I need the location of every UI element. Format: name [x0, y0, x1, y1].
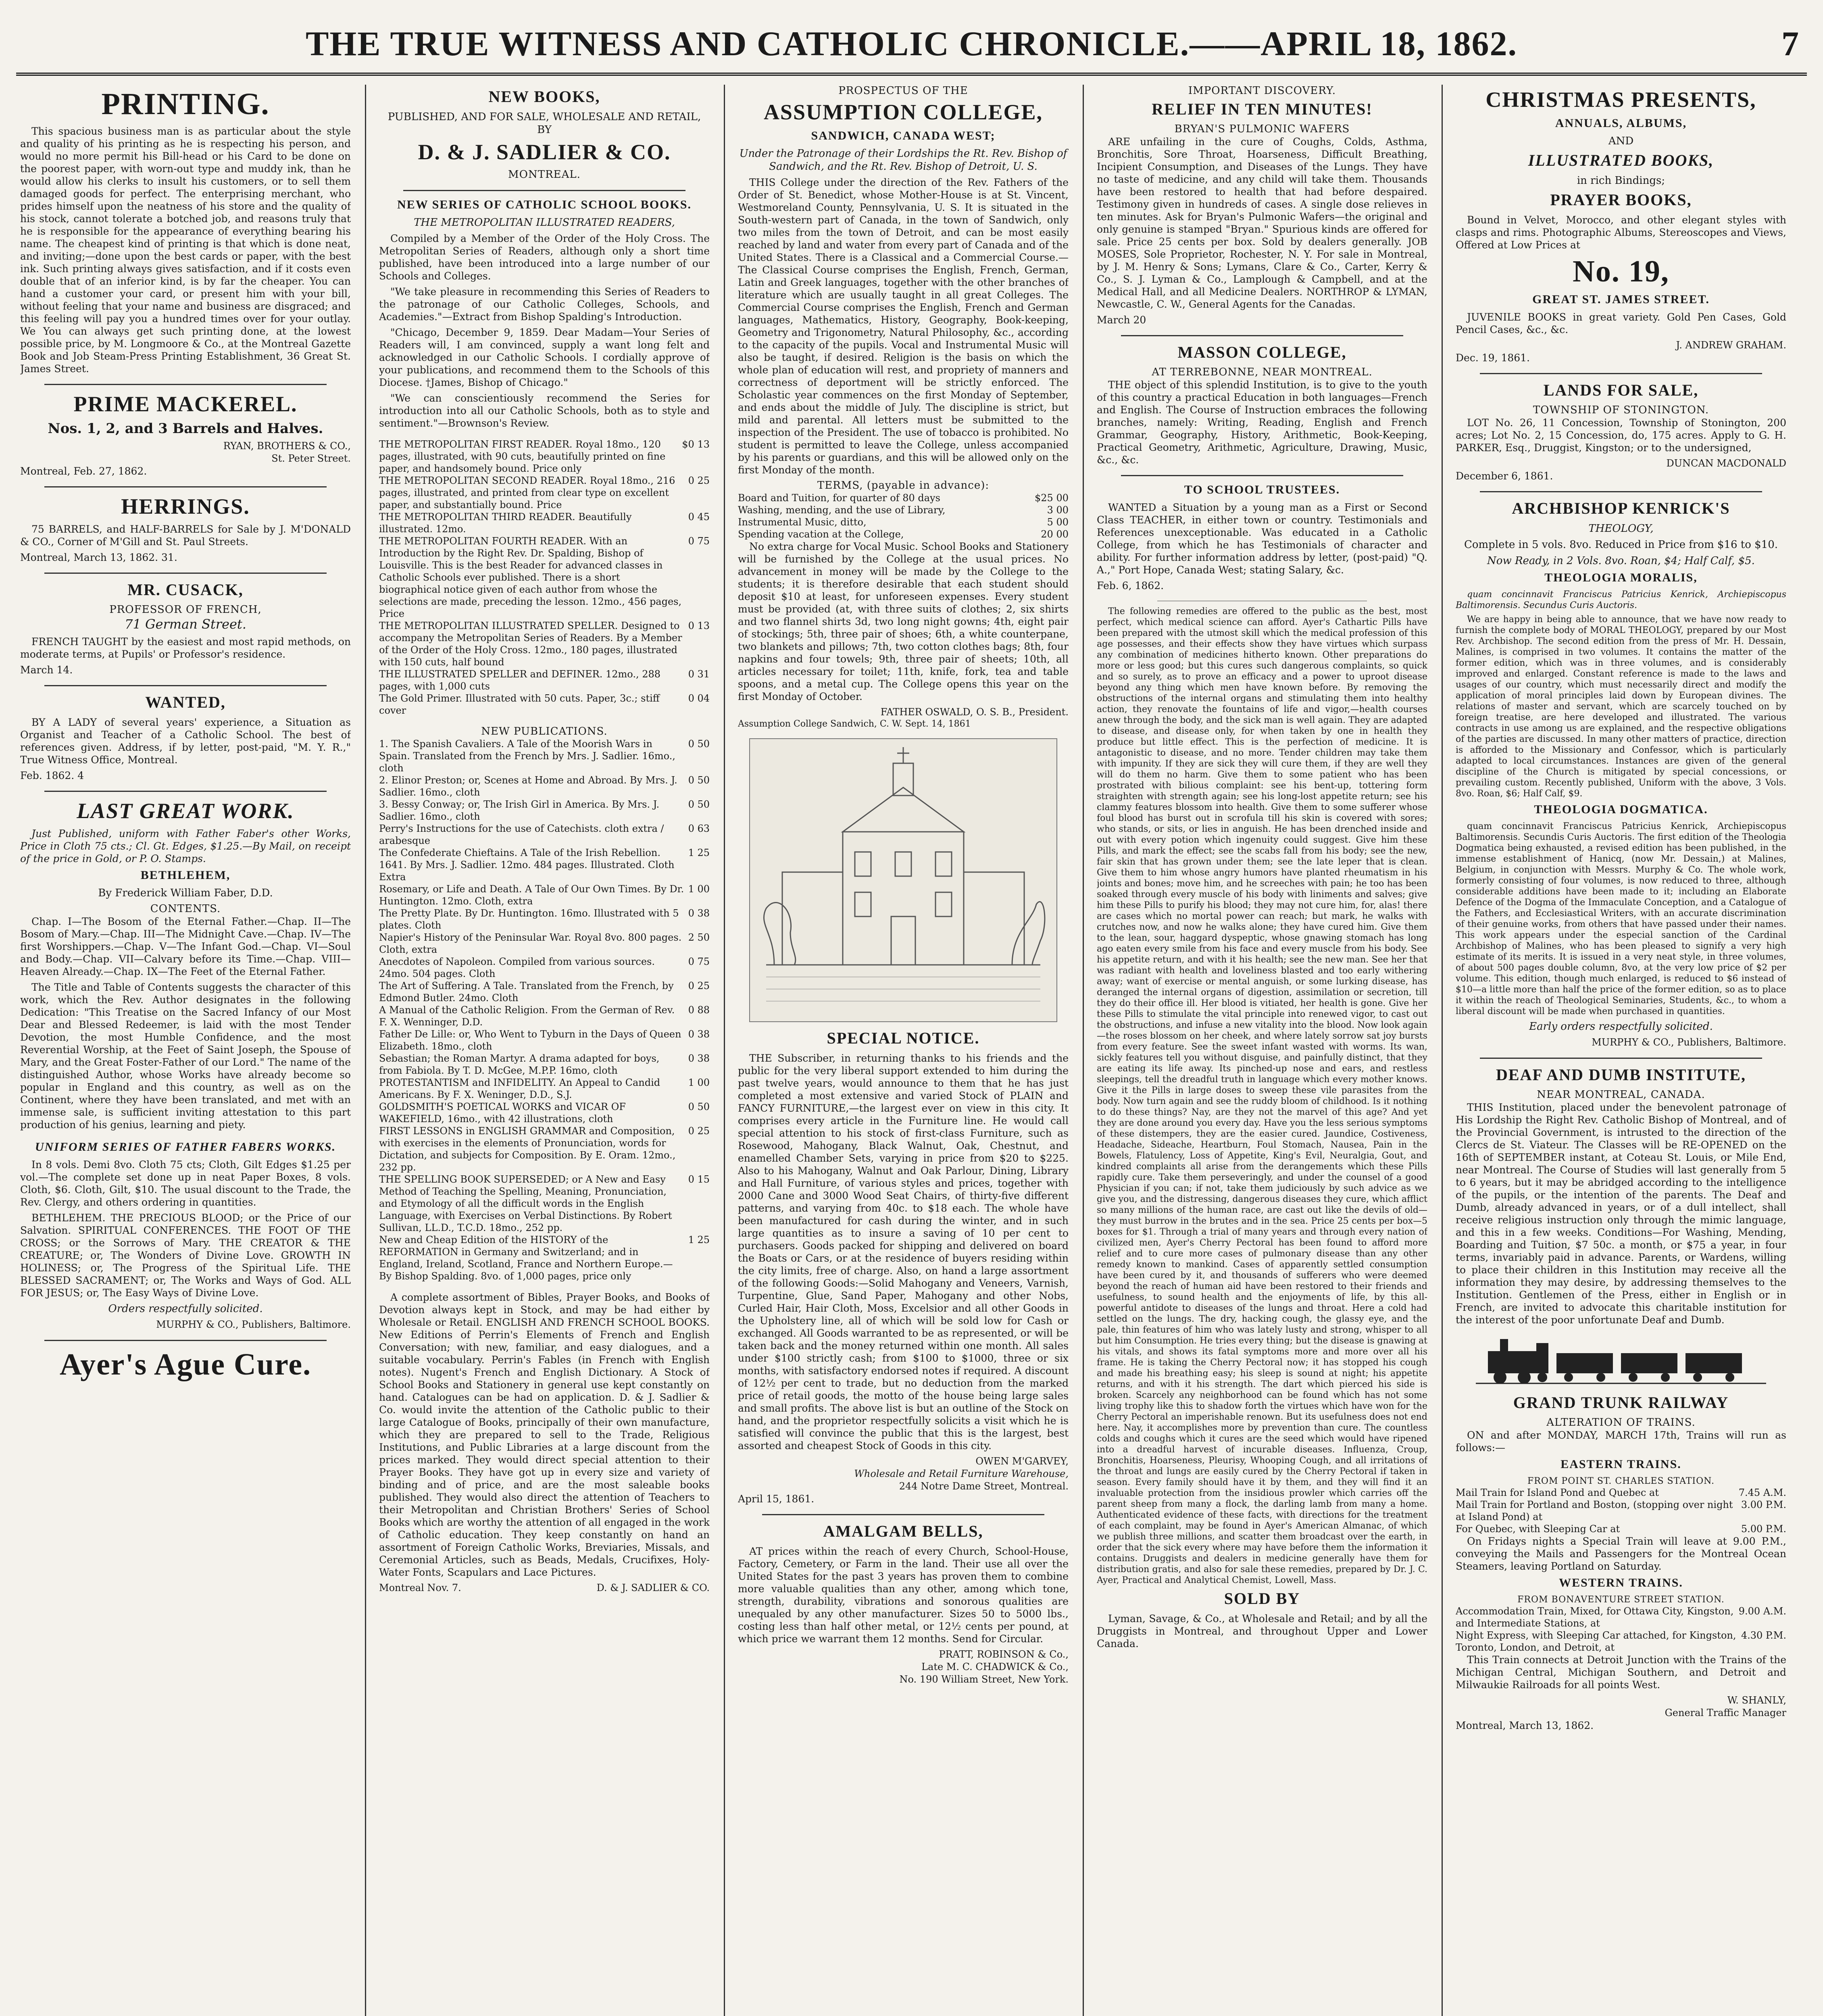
discovery-date: March 20 [1097, 314, 1146, 326]
railway-signature: W. SHANLY, [1727, 1695, 1786, 1706]
divider [44, 685, 327, 686]
page-number: 7 [1781, 24, 1799, 63]
column-2 [379, 85, 710, 2016]
column-3 [738, 85, 1069, 2016]
table-row: For Quebec, with Sleeping Car at 5.00 P.M. [1456, 1523, 1786, 1535]
table-row: Night Express, with Sleeping Car attached, for Kingston, Toronto, London, and Detroit, at 4.30 P.M. [1456, 1630, 1786, 1653]
college-footer: Assumption College Sandwich, C. W. Sept. 14, 1861 [738, 719, 971, 729]
assumption-college-ad [738, 85, 1069, 729]
railway-role: General Traffic Manager [1665, 1707, 1786, 1718]
sadlier-signature-line [379, 1582, 710, 1594]
lands-for-sale-ad [1456, 381, 1786, 482]
mackerel-heading: PRIME MACKEREL. [73, 392, 298, 416]
christmas-and: AND [1608, 135, 1634, 147]
divider [44, 573, 327, 574]
list-item: New and Cheap Edition of the HISTORY of the REFORMATION in Germany and Switzerland; and in England, Ireland, Scotland, France and Northern Europe.—By Bishop Spalding. 8vo. of 1,000 pages, price only 1 25 [379, 1234, 710, 1282]
list-item: Napier's History of the Peninsular War. Royal 8vo. 800 pages. Cloth, extra 2 50 [379, 932, 710, 955]
uniform-series-closing: Orders respectfully solicited. [108, 1303, 263, 1315]
kenrick-heading: ARCHBISHOP KENRICK'S [1512, 499, 1730, 517]
christmas-signature: J. ANDREW GRAHAM. [1676, 339, 1786, 351]
table-row: Board and Tuition, for quarter of 80 days $25 00 [738, 492, 1069, 504]
list-item: A Manual of the Catholic Religion. From the German of Rev. F. X. Wenninger, D.D. 0 88 [379, 1004, 710, 1028]
cusack-ad [20, 580, 351, 676]
divider [44, 384, 327, 385]
college-patronage: Under the Patronage of their Lordships the Rt. Rev. Bishop of Sandwich, and the Rt. Rev. Bishop of Detroit, U. S. [739, 148, 1067, 173]
table-row: Spending vacation at the College, 20 00 [738, 529, 1069, 540]
list-item: The Pretty Plate. By Dr. Huntington. 16mo. Illustrated with 5 plates. Cloth 0 38 [379, 908, 710, 931]
cusack-role: PROFESSOR OF FRENCH, [109, 604, 262, 616]
list-item: Perry's Instructions for the use of Catechists. cloth extra / arabesque 0 63 [379, 823, 710, 846]
pulmonic-wafers-ad [1097, 85, 1427, 326]
publisher-city: MONTREAL. [508, 169, 581, 181]
new-books-sub: PUBLISHED, AND FOR SALE, WHOLESALE AND RETAIL, BY [388, 111, 701, 136]
prayer-books-heading: PRAYER BOOKS, [1550, 191, 1692, 209]
divider [1480, 491, 1762, 492]
masson-body: THE object of this splendid Institution, is to give to the youth of this country a practical Education in both languages—French and English. The Course of Instruction embraces the following branches, namely: Writing, Reading, English and French Grammar, Geography, History, Arithmetic, Book-Keeping, Practical Geometry, Arithmetic, Agriculture, Drawing, Music, &c., &c. [1097, 379, 1427, 466]
western-trains-heading: WESTERN TRAINS. [1559, 1576, 1683, 1589]
kenrick-body: We are happy in being able to announce, that we have now ready to furnish the complete body of MORAL THEOLOGY, prepared by our Most Rev. Archbishop. The second edition from the press of Mr. H. Dessain, Malines, is comprised in two volumes. It contains the matter of the former edition, which was in three volumes, and is considerably improved and enlarged. Constant reference is made to the laws and usages of our country, which must necessarily direct and modify the application of moral principles laid down by European divines. The relations of master and servant, which are scarcely touched on by foreign treatise, are here developed and illustrated. The various contracts in use among us are explained, and the respective obligations of the parties are discussed. In many other matters of practice, direction is afforded to the Missionary and Confessor, which is particularly adapted to local circumstances. Instances are given of the general discipline of the Church is mitigated by special concessions, or prevailing custom. Recently published, Uniform with the above, 3 Vols. 8vo. Roan, $6; Half Calf, $9. [1456, 614, 1786, 799]
deaf-body: THIS Institution, placed under the benevolent patronage of His Lordship the Right Rev. Catholic Bishop of Montreal, and of the Provincial Government, is intrusted to the direction of the Clercs de St. Viateur. The Classes will be RE-OPENED on the 16th of SEPTEMBER instant, at Coteau St. Louis, or Mile End, near Montreal. The Course of Studies will last generally from 5 to 6 years, but it may be abridged according to the intelligence of the pupils, or the intention of the parents. The Deaf and Dumb, already advanced in years, or of a dull intellect, shall receive religious instruction only through the mimic language, and this in a few weeks. Conditions—For Washing, Mending, Boarding and Tuition, $7 50c. a month, or $75 a year, in four terms, invariably paid in advance. Parents, or Wardens, willing to place their children in this Institution may receive all the information they may desire, by addressing themselves to the Institution. Gentlemen of the Press, either in English or in French, are invited to advocate this charitable institution for the interest of the poor unfortunate Deaf and Dumb. [1456, 1102, 1786, 1326]
series-title: THE METROPOLITAN ILLUSTRATED READERS, [414, 217, 675, 229]
contents-list: Chap. I—The Bosom of the Eternal Father.—Chap. II—The Bosom of Mary.—Chap. III—The Midnight Cave.—Chap. IV—The first Worshippers.—Chap. V—The Infant God.—Chap. VI—Soul and Body.—Chap. VII—Calvary before its Time.—Chap. VIII—Heaven Already.—Chap. IX—The Feet of the Eternal Father. [20, 916, 351, 977]
christmas-bindings: in rich Bindings; [1577, 175, 1665, 187]
contents-label: CONTENTS. [150, 903, 221, 915]
herrings-heading: HERRINGS. [121, 494, 250, 519]
new-books-ad [379, 87, 710, 181]
illustrated-books-heading: ILLUSTRATED BOOKS, [1528, 151, 1714, 169]
lands-date: December 6, 1861. [1456, 470, 1553, 482]
herrings-body: 75 BARRELS, and HALF-BARRELS for Sale by J. M'DONALD & CO., Corner of M'Gill and St. Paul Streets. [20, 523, 351, 548]
uniform-series-heading: UNIFORM SERIES OF FATHER FABERS WORKS. [35, 1140, 336, 1154]
herrings-date: Montreal, March 13, 1862. 31. [20, 552, 177, 563]
college-building-illustration [750, 739, 1056, 1021]
divider [1480, 373, 1762, 374]
column-rule [1442, 85, 1443, 2016]
list-item: 3. Bessy Conway; or, The Irish Girl in America. By Mrs. J. Sadlier. 16mo., cloth 0 50 [379, 799, 710, 822]
theologia-dogmatica-heading: THEOLOGIA DOGMATICA. [1534, 803, 1708, 816]
series-heading: NEW SERIES OF CATHOLIC SCHOOL BOOKS. [397, 198, 692, 211]
railway-sub: ALTERATION OF TRAINS. [1546, 1416, 1696, 1429]
special-address: 244 Notre Dame Street, Montreal. [899, 1481, 1069, 1492]
divider [403, 190, 685, 191]
sadlier-signature: D. & J. SADLIER & CO. [596, 1582, 710, 1593]
college-engraving [749, 738, 1057, 1022]
christmas-street: GREAT ST. JAMES STREET. [1532, 293, 1710, 306]
western-from: FROM BONAVENTURE STREET STATION. [1517, 1595, 1725, 1605]
railway-date: Montreal, March 13, 1862. [1456, 1720, 1594, 1731]
ayer-remedies-body: The following remedies are offered to the public as the best, most perfect, which medical science can afford. Ayer's Cathartic Pills have been prepared with the utmost skill which the medical profession of this age possesses, and their effects show they have virtues which surpass any combination of medicines hitherto known. Other preparations do more or less good; but this cures such dangerous complaints, so quick and so surely, as to prove an efficacy and a power to uproot disease beyond any thing which men have known before. By removing the obstructions of the internal organs and stimulating them into healthy action, they renovate the fountains of life and vigor,—health courses anew through the body, and the sick man is well again. They are adapted to disease, and disease only, for when taken by one in health they produce but little effect. This is the perfection of medicine. It is antagonistic to disease, and no more. Tender children may take them with impunity. If they are sick they will cure them, if they are well they will do them no harm. Give them to some patient who has been prostrated with bilious complaint: see his bent-up, tottering form straighten with strength again; see his long-lost appetite return; see his clammy features blossom into health. Give them to some sufferer whose foul blood has burst out in scrofula till his skin is covered with sores; who stands, or sits, or lies in anguish. He has been drenched inside and out with every potion which ingenuity could suggest. Give him these Pills, and mark the effect; see the scabs fall from his body; see the new, fair skin that has grown under them; see the late leper that is clean. Give them to him whose angry humors have planted rheumatism in his joints and bones; move him, and he screeches with pain; he too has been soaked through every muscle of his body with liniments and salves; give him these Pills to purify his blood; they may not cure him, for, alas! there are cases which no mortal power can reach; but mark, he walks with crutches now, and now he walks alone; they have cured him. Give them to the lean, sour, haggard dyspeptic, whose gnawing stomach has long ago eaten every smile from his face and every muscle from his body. See his appetite return, and with it his health; see the new man. See her that was radiant with health and loveliness blasted and too early withering away; want of exercise or mental anguish, or some lurking disease, has deranged the internal organs of digestion, assimilation or secretion, till they do their office ill. Her blood is vitiated, her health is gone. Give her these Pills to stimulate the vital principle into renewed vigor, to cast out the obstructions, and infuse a new vitality into the blood. Now look again—the roses blossom on her cheek, and where lately sorrow sat joy bursts from every feature. See the sweet infant wasted with worms. Its wan, sickly features tell you without disguise, and painfully distinct, that they are eating its life away. Its pinched-up nose and ears, and restless sleepings, tell the dreadful truth in language which every mother knows. Give it the Pills in large doses to sweep these vile parasites from the body. Now turn again and see the ruddy bloom of childhood. Is it nothing to do these things? Nay, are they not the marvel of this age? And yet they are done around you every day. Have you the less serious symptoms of these distempers, they are the easier cured. Jaundice, Costiveness, Headache, Sideache, Heartburn, Foul Stomach, Nausea, Pain in the Bowels, Flatulency, Loss of Appetite, King's Evil, Neuralgia, Gout, and kindred complaints all arise from the derangements which these Pills rapidly cure. Take them perseveringly, and under the counsel of a good Physician if you can; if not, take them judiciously by such advice as we give you, and the distressing, dangerous diseases they cure, which afflict so many millions of the human race, are cast out like the devils of old—they must burrow in the brutes and in the sea. Price 25 cents per box—5 boxes for $1. Through a trial of many years and through every nation of civilized men, Ayer's Cherry Pectoral has been found to afford more relief and to cure more cases of pulmonary disease than any other remedy known to mankind. Cases of apparently settled consumption have been cured by it, and thousands of sufferers who were deemed beyond the reach of human aid have been restored to their friends and usefulness, to sound health and the enjoyments of life, by this all-powerful antidote to diseases of the lungs and throat. Here a cold had settled on the lungs. The dry, hacking cough, the glassy eye, and the pale, thin features of him who was lately lusty and strong, whisper to all but him Consumption. He tries every thing; but the disease is gnawing at his vitals, and shows its fatal symptoms more and more over all his frame. He is taking the Cherry Pectoral now; it has stopped his cough and made his breathing easy; his sleep is sound at night; his appetite returns, and with it his strength. The dart which pierced his side is broken. Scarcely any neighborhood can be found which has not some living trophy like this to shadow forth the virtues which have won for the Cherry Pectoral an imperishable renown. But its usefulness does not end here. Nay, it accomplishes more by prevention than cure. The countless colds and coughs which it cures are the seed which would have ripened into a dreadful harvest of incurable diseases. Influenza, Croup, Bronchitis, Hoarseness, Pleurisy, Whooping Cough, and all irritations of the throat and lungs are easily cured by the Cherry Pectoral if taken in season. Every family should have it by them, and they will find it an invaluable protection from the insidious prowler which carries off the parent sheep from many a flock, the darling lamb from many a home. Authenticated evidence of these facts, with directions for the treatment of each complaint, may be found in Ayer's American Almanac, of which we publish three millions, and scatter them broadcast over the earth, in order that the sick every where may have before them the information it contains. Druggists and dealers in medicine generally have them for distribution gratis, and also for sale these remedies, prepared by Dr. J. C. Ayer, Practical and Analytical Chemist, Lowell, Mass. [1097, 606, 1427, 1585]
cusack-name: MR. CUSACK, [127, 581, 244, 599]
western-note: This Train connects at Detroit Junction with the Trains of the Michigan Central, Michigan Southern, and Detroit and Milwaukie Railroads for all points West. [1456, 1654, 1786, 1691]
special-notice-heading: SPECIAL NOTICE. [827, 1029, 980, 1047]
discovery-label: IMPORTANT DISCOVERY. [1188, 85, 1336, 97]
bells-address: No. 190 William Street, New York. [899, 1674, 1069, 1685]
divider [44, 486, 327, 487]
ague-heading: Ayer's Ague Cure. [59, 1347, 312, 1381]
uniform-series-body: In 8 vols. Demi 8vo. Cloth 75 cts; Cloth, Gilt Edges $1.25 per vol.—The complete set done up in neat Paper Boxes, 8 vols. Cloth, $6. Cloth, Gilt, $10. The usual discount to the Trade, the Rev. Clergy, and others ordering in quantities. [20, 1159, 351, 1208]
deaf-heading: DEAF AND DUMB INSTITUTE, [1496, 1066, 1746, 1084]
kenrick-complete: Complete in 5 vols. 8vo. Reduced in Price from $16 to $10. [1464, 539, 1778, 551]
list-item: The Art of Suffering. A Tale. Translated from the French, by Edmond Butler. 24mo. Cloth 0 25 [379, 980, 710, 1004]
table-row: Accommodation Train, Mixed, for Ottawa City, Kingston, and Intermediate Stations, at 9.00 A.M. [1456, 1606, 1786, 1629]
uniform-series-ad [20, 1140, 351, 1331]
list-item: Sebastian; the Roman Martyr. A drama adapted for boys, from Fabiola. By T. D. McGee, M.P.P. 16mo, cloth 0 38 [379, 1053, 710, 1076]
publications-list [379, 725, 710, 1282]
christmas-date: Dec. 19, 1861. [1456, 352, 1530, 364]
masthead [16, 16, 1807, 76]
last-great-work-body: The Title and Table of Contents suggests the character of this work, which the Rev. Author designates in the following Dedication: "This Treatise on the Sacred Infancy of our Most Dear and Blessed Redeemer, is laid with the most Tender Devotion, the most Humble Confidence, and the most Reverential Worship, at the Feet of Saint Joseph, the Spouse of Mary, and the Great Foster-Father of our Lord." The name of the distinguished Author, whose Works have already become so popular in England and this country, as well as on the Continent, where they have been translated, and met with an immense sale, is sufficient inviting attestation to this part production of his genius, learning and piety. [20, 981, 351, 1131]
masson-heading: MASSON COLLEGE, [1177, 343, 1347, 361]
series-body: Compiled by a Member of the Order of the Holy Cross. The Metropolitan Series of Readers, although only a short time published, have been introduced into a large number of our Schools and Colleges. [379, 233, 710, 282]
college-heading: ASSUMPTION COLLEGE, [763, 100, 1043, 124]
christmas-heading: CHRISTMAS PRESENTS, [1485, 87, 1756, 112]
trustees-body: WANTED a Situation by a young man as a First or Second Class TEACHER, in either town or country. Testimonials and References unexceptionable. Was educated in a Catholic College, from which he has Testimonials of character and ability. For further information address by letter, (post-paid) "Q. A.," Port Hope, Canada West; stating Salary, &c. [1097, 502, 1427, 576]
book-author: By Frederick William Faber, D.D. [98, 887, 273, 899]
railway-heading: GRAND TRUNK RAILWAY [1513, 1393, 1729, 1412]
christmas-body: Bound in Velvet, Morocco, and other elegant styles with clasps and rims. Photographic Albums, Stereoscopes and Views, Offered at Low Prices at [1456, 214, 1786, 251]
christmas-number: No. 19, [1573, 254, 1669, 288]
column-rule [724, 85, 725, 2016]
publisher-name: D. & J. SADLIER & CO. [418, 140, 671, 164]
railway-intro: ON and after MONDAY, MARCH 17th, Trains will run as follows:— [1456, 1429, 1786, 1454]
trustees-heading: TO SCHOOL TRUSTEES. [1184, 483, 1340, 496]
deaf-sub: NEAR MONTREAL, CANADA. [1537, 1089, 1705, 1101]
list-item: THE ILLUSTRATED SPELLER and DEFINER. 12mo., 288 pages, with 1,000 cuts 0 31 [379, 669, 710, 692]
juvenile-books: JUVENILE BOOKS in great variety. Gold Pen Cases, Gold Pencil Cases, &c., &c. [1456, 311, 1786, 335]
cusack-date: March 14. [20, 664, 73, 676]
wanted-body: BY A LADY of several years' experience, a Situation as Organist and Teacher of a Catholic School. The best of references given. Address, if by letter, post-paid, "M. Y. R.," True Witness Office, Montreal. [20, 716, 351, 766]
list-item: 2. Elinor Preston; or, Scenes at Home and Abroad. By Mrs. J. Sadlier. 16mo., cloth 0 50 [379, 775, 710, 798]
divider [1121, 335, 1403, 336]
eastern-note: On Fridays nights a Special Train will leave at 9.00 P.M., conveying the Mails and Passengers for the Montreal Ocean Steamers, leaving Portland on Saturday. [1456, 1535, 1786, 1572]
kenrick-ready: Now Ready, in 2 Vols. 8vo. Roan, $4; Half Calf, $5. [1487, 555, 1755, 567]
last-great-work-ad [20, 798, 351, 1131]
column-rule [1083, 85, 1084, 2016]
herrings-ad [20, 494, 351, 564]
divider [1480, 1058, 1762, 1059]
list-item: THE METROPOLITAN FOURTH READER. With an Introduction by the Right Rev. Dr. Spalding, Bishop of Louisville. This is the best Reader for advanced classes in Catholic Schools ever published. There is a short biographical notice given of each author from whose the selections are made, preceding the lesson. 12mo., 456 pages, Price 0 75 [379, 535, 710, 619]
series-quote-1: "We take pleasure in recommending this Series of Readers to the patronage of our Catholic Colleges, Schools, and Academies."—Extract from Bishop Spalding's Introduction. [379, 286, 710, 323]
college-body: THIS College under the direction of the Rev. Fathers of the Order of St. Benedict, whose Mother-House is at St. Vincent, Westmoreland County, Pennsylvania, U. S. It is situated in the South-western part of Canada, in the town of Sandwich, only two miles from the town of Detroit, and can be most easily reached by land and water from every part of Canada and of the United States. There is a Classical and a Commercial Course.—The Classical Course comprises the English, French, German, Latin and Greek languages, together with the other branches of literature which are usually taught in all great Colleges. The Commercial Course comprises the English, French and German languages, Mathematics, History, Geography, Book-keeping, Geometry and Trigonometry, Natural Philosophy, &c., according to the capacity of the pupils. Vocal and Instrumental Music will also be taught, if desired. Religion is the basis on which the whole plan of education will rest, and propriety of manners and correctness of deportment will be strictly enforced. The Scholastic year commences on the first Monday of September, and ends about the middle of July. The discipline is strict, but mild and parental. All letters must be submitted to the inspection of the President. The use of tobacco is prohibited. No student is permitted to leave the College, unless accompanied by his parents or guardians, and this will be allowed only on the first Monday of the month. [738, 177, 1069, 476]
masson-sub: AT TERREBONNE, NEAR MONTREAL. [1152, 366, 1373, 378]
new-books-heading: NEW BOOKS, [488, 87, 600, 106]
list-item: Father De Lille: or, Who Went to Tyburn in the Days of Queen Elizabeth. 18mo., cloth 0 38 [379, 1029, 710, 1052]
table-row: Mail Train for Island Pond and Quebec at 7.45 A.M. [1456, 1487, 1786, 1498]
lands-heading: LANDS FOR SALE, [1543, 381, 1699, 399]
christmas-sub: ANNUALS, ALBUMS, [1555, 117, 1687, 130]
list-item: The Confederate Chieftains. A Tale of the Irish Rebellion. 1641. By Mrs. J. Sadlier. 12mo. 484 pages. Illustrated. Cloth Extra 1 25 [379, 847, 710, 883]
sold-by-body: Lyman, Savage, & Co., at Wholesale and Retail; and by all the Druggists in Montreal, and throughout Upper and Lower Canada. [1097, 1613, 1427, 1649]
series-quote-3: "We can conscientiously recommend the Series for introduction into all our Catholic Schools, both as to style and sentiment."—Brownson's Review. [379, 392, 710, 429]
masson-college-ad [1097, 343, 1427, 466]
grand-trunk-railway-ad [1456, 1393, 1786, 1732]
college-signature: FATHER OSWALD, O. S. B., President. [880, 706, 1069, 718]
school-books-series [379, 198, 710, 429]
mackerel-date: Montreal, Feb. 27, 1862. [20, 465, 147, 477]
list-item: PROTESTANTISM and INFIDELITY. An Appeal to Candid Americans. By F. X. Weninger, D.D., S.J. 1 00 [379, 1077, 710, 1100]
train-illustration [1472, 1335, 1770, 1387]
dogmatica-body: quam concinnavit Franciscus Patricius Kenrick, Archiepiscopus Baltimorensis. Secundis Curis Auctoris. The first edition of the Theologia Dogmatica being exhausted, a revised edition has been published, in the immense establishment of Hanicq, (now Mr. Dessain,) at Malines, Belgium, in conjunction with Messrs. Murphy & Co. The whole work, formerly consisting of four volumes, is now reduced to three, although considerable additions have been made to it; including an Elaborate Defence of the Dogma of the Immaculate Conception, and a Catalogue of the Fathers, and Ecclesiastical Writers, with an accurate discrimination of their genuine works, from others that have passed under their names. This work appears under the especial sanction of the Cardinal Archbishop of Malines, who has been pleased to signify a very high estimate of its merits. It is issued in a very neat style, in three volumes, of about 500 pages double column, 8vo, at the very low price of $2 per volume. This edition, though much enlarged, is reduced to $6 instead of $10—a little more than half the price of the former edition, so as to place it within the reach of Theological Seminaries, Students, &c., to whom a liberal discount will be made when purchased in quantities. [1456, 821, 1786, 1016]
wanted-date: Feb. 1862. 4 [20, 770, 84, 781]
list-item: THE METROPOLITAN ILLUSTRATED SPELLER. Designed to accompany the Metropolitan Series of Readers. By a Member of the Order of the Holy Cross. 12mo., 180 pages, illustrated with 150 cuts, half bound 0 13 [379, 620, 710, 668]
sadlier-closing: A complete assortment of Bibles, Prayer Books, and Books of Devotion always kept in Stock, and may be had either by Wholesale or Retail. ENGLISH AND FRENCH SCHOOL BOOKS. New Editions of Perrin's Elements of French and English Conversation; with new, familiar, and easy dialogues, and a suitable vocabulary. Perrin's Fables (in French with English notes). Nugent's French and English Dictionary. A Stock of School Books and Stationery in general use kept constantly on hand. Catalogues can be had on application. D. & J. Sadlier & Co. would invite the attention of the Catholic public to their large Catalogue of Books, principally of their own manufacture, which they are prepared to sell to the Trade, Religious Institutions, and Public Libraries at a large discount from the prices marked. They would direct special attention to their Prayer Books. They have got up in every size and variety of binding and of price, and are the most saleable books published. They would also direct the attention of Teachers to their Metropolitan and Christian Brothers' Series of School Books which are worthy the attention of all engaged in the work of Catholic education. They keep constantly on hand an assortment of Foreign Catholic Works, Breviaries, Missals, and Ceremonial Articles, such as Beads, Medals, Crucifixes, Holy-Water Fonts, Scapulars and Lace Pictures. [379, 1291, 710, 1578]
newspaper-title: THE TRUE WITNESS AND CATHOLIC CHRONICLE.——APRIL 18, 1862. [305, 24, 1518, 63]
mackerel-ad [20, 392, 351, 477]
terms-label: TERMS, (payable in advance): [817, 479, 990, 492]
college-place: SANDWICH, CANADA WEST; [811, 129, 996, 142]
cusack-body: FRENCH TAUGHT by the easiest and most rapid methods, on moderate terms, at Pupils' or Professor's residence. [20, 636, 351, 660]
wanted-ad [20, 693, 351, 782]
kenrick-latin: quam concinnavit Franciscus Patricius Kenrick, Archiepiscopus Baltimorensis. Secundus Curis Auctoris. [1456, 589, 1786, 610]
prospectus-label: PROSPECTUS OF THE [838, 85, 968, 97]
column-5 [1456, 85, 1786, 2016]
amalgam-bells-ad [738, 1522, 1069, 1686]
mackerel-sub: Nos. 1, 2, and 3 Barrels and Halves. [48, 421, 323, 437]
last-great-work-intro: Just Published, uniform with Father Faber's other Works, Price in Cloth 75 cts.; Cl. Gt. Edges, $1.25.—By Mail, on receipt of the price in Gold, or P. O. Stamps. [20, 828, 351, 864]
theologia-moralis-heading: THEOLOGIA MORALIS, [1544, 571, 1698, 584]
bells-body: AT prices within the reach of every Church, School-House, Factory, Cemetery, or Farm in the land. Their use all over the United States for the past 3 years has proven them to combine more valuable qualities than any other, among which tone, strength, durability, vibrations and sonorous qualities are unequaled by any other manufacturer. Sizes 50 to 5000 lbs., costing less than half other metal, or 12½ cents per pound, at which price we warrant them 12 months. Send for Circular. [738, 1545, 1069, 1645]
special-notice-ad [738, 1029, 1069, 1505]
table-row: Mail Train for Portland and Boston, (stopping over night at Island Pond) at 3.00 P.M. [1456, 1499, 1786, 1522]
printing-ad [20, 87, 351, 375]
divider [44, 791, 327, 792]
column-1 [20, 85, 351, 2016]
list-item: Rosemary, or Life and Death. A Tale of Our Own Times. By Dr. Huntington. 12mo. Cloth, extra 1 00 [379, 883, 710, 907]
divider [762, 1514, 1044, 1515]
kenrick-sub: THEOLOGY, [1588, 523, 1654, 535]
bells-signature: PRATT, ROBINSON & Co., [939, 1649, 1069, 1660]
sold-by-heading: SOLD BY [1224, 1589, 1300, 1608]
kenrick-orders: Early orders respectfully solicited. [1529, 1020, 1713, 1033]
cusack-address: 71 German Street. [125, 616, 246, 632]
kenrick-theology-ad [1456, 499, 1786, 1049]
discovery-heading: RELIEF IN TEN MINUTES! [1152, 100, 1373, 118]
discovery-body: ARE unfailing in the cure of Coughs, Colds, Asthma, Bronchitis, Sore Throat, Hoarseness, Difficult Breathing, Incipient Consumption, and Diseases of the Lungs. They have no taste of medicine, and any child will take them. Thousands have been restored to health that had before despaired. Testimony given in hundreds of cases. A single dose relieves in ten minutes. Ask for Bryan's Pulmonic Wafers—the original and only genuine is stamped "Bryan." Spurious kinds are offered for sale. Price 25 cents per box. Sold by dealers generally. JOB MOSES, Sole Proprietor, Rochester, N. Y. For sale in Montreal, by J. M. Henry & Sons; Lymans, Clare & Co., Carter, Kerry & Co., S. J. Lyman & Co., Lamplough & Campbell, and at the Medical Hall, and all Medicine Dealers. NORTHROP & LYMAN, Newcastle, C. W., General Agents for the Canadas. [1097, 136, 1427, 310]
list-item: THE METROPOLITAN FIRST READER. Royal 18mo., 120 pages, illustrated, with 90 cuts, beautifully printed on fine paper, and handsomely bound. Price only $0 13 [379, 439, 710, 474]
column-4 [1097, 85, 1427, 2016]
special-date: April 15, 1861. [738, 1493, 815, 1505]
deaf-dumb-institute-ad [1456, 1065, 1786, 1326]
list-item: THE METROPOLITAN SECOND READER. Royal 18mo., 216 pages, illustrated, and printed from clear type on excellent paper, and substantially bound. Price 0 25 [379, 475, 710, 510]
list-item: THE SPELLING BOOK SUPERSEDED; or A New and Easy Method of Teaching the Spelling, Meaning, Pronunciation, and Etymology of all the difficult words in the English Language, with Exercises on Verbal Distinctions. By Robert Sullivan, LL.D., T.C.D. 18mo., 252 pp. 0 15 [379, 1174, 710, 1233]
college-after-terms: No extra charge for Vocal Music. School Books and Stationery will be furnished by the College at the usual prices. No advancement in money will be made by the College to the students; it is therefore desirable that each student should deposit $10 at least, for unforeseen expenses. Every student must be provided (at, with three suits of clothes; 2, six shirts and two flannel shirts 3d, two long night gowns; 4th, eight pair of stockings; 5th, three pair of shoes; 6th, a white counterpane, two blankets and pillows; 7th, two cotton clothes bags; 8th, four napkins and four towels; 9th, three pair of sheets; 10th, all articles necessary for toilet; 11th, knife, fork, tea and table spoons, and a metal cup. The College opens this year on the first Monday of October. [738, 541, 1069, 702]
table-row: Washing, mending, and the use of Library, 3 00 [738, 504, 1069, 516]
readers-list [379, 438, 710, 716]
divider [44, 1340, 327, 1341]
book-title: BETHLEHEM, [140, 868, 231, 882]
printing-body: This spacious business man is as particular about the style and quality of his printing as he is respecting his person, and would no more permit his Bill-head or his Card to be done on the poorest paper, with worn-out type and muddy ink, than he would allow his clerks to insult his customers, or to sell them damaged goods for perfect. The enterprising merchant, who prides himself upon the neatness of his store and the quality of his stock, cannot tolerate a botched job, and reasons truly that he is responsible for the appearance of everything bearing his name. The cheapest kind of printing is that which is done neat, and inviting;—done upon the best cards or paper, with the best ink. Such printing always gives satisfaction, and if it costs even double that of an inferior kind, is by far the cheaper. You can hand a customer your card, or present him with your bill, without feeling that your name and business are disgraced; and this feeling will pay you a hundred times over for your outlay. We You can always get such printing done, at the lowest possible price, by M. Longmoore & Co., at the Montreal Gazette Book and Job Steam-Press Printing Establishment, 36 Great St. James Street. [20, 125, 351, 375]
eastern-from: FROM POINT ST. CHARLES STATION. [1527, 1476, 1715, 1486]
trustees-date: Feb. 6, 1862. [1097, 580, 1164, 591]
mackerel-vendor: RYAN, BROTHERS & CO., [223, 440, 351, 452]
list-item: 1. The Spanish Cavaliers. A Tale of the Moorish Wars in Spain. Translated from the French by Mrs. J. Sadlier. 16mo., cloth 0 50 [379, 738, 710, 774]
sadlier-signature-date: Montreal Nov. 7. [379, 1582, 461, 1593]
christmas-presents-ad [1456, 87, 1786, 364]
list-item: THE METROPOLITAN THIRD READER. Beautifully illustrated. 12mo. 0 45 [379, 511, 710, 535]
series-quote-2: "Chicago, December 9, 1859. Dear Madam—Your Series of Readers will, I am convinced, supply a want long felt and acknowledged in our Catholic Schools. I cordially approve of your publications, and recommend them to the Schools of this Diocese. †James, Bishop of Chicago." [379, 327, 710, 388]
column-rule [365, 85, 366, 2016]
bells-heading: AMALGAM BELLS, [823, 1522, 983, 1540]
special-role: Wholesale and Retail Furniture Warehouse, [854, 1468, 1069, 1479]
school-trustees-ad [1097, 483, 1427, 592]
lands-signature: DUNCAN MACDONALD [1666, 458, 1786, 469]
eastern-trains-heading: EASTERN TRAINS. [1560, 1458, 1681, 1471]
kenrick-signature: MURPHY & CO., Publishers, Baltimore. [1592, 1037, 1786, 1048]
divider [1121, 475, 1403, 476]
list-item: The Gold Primer. Illustrated with 50 cuts. Paper, 3c.; stiff cover 0 04 [379, 693, 710, 716]
mackerel-address: St. Peter Street. [271, 453, 351, 464]
printing-heading: PRINTING. [101, 87, 270, 121]
list-item: Anecdotes of Napoleon. Compiled from various sources. 24mo. 504 pages. Cloth 0 75 [379, 956, 710, 979]
locomotive-engraving [1472, 1335, 1770, 1387]
table-row: Instrumental Music, ditto, 5 00 [738, 516, 1069, 528]
discovery-sub: BRYAN'S PULMONIC WAFERS [1174, 123, 1350, 135]
publications-heading: NEW PUBLICATIONS. [481, 725, 608, 737]
list-item: FIRST LESSONS in ENGLISH GRAMMAR and Composition, with exercises in the elements of Pronunciation, words for Dictation, and subjects for Composition. By E. Oram. 12mo., 232 pp. 0 25 [379, 1125, 710, 1173]
special-signature: OWEN M'GARVEY, [975, 1456, 1069, 1467]
lands-sub: TOWNSHIP OF STONINGTON. [1533, 404, 1709, 416]
bells-line2: Late M. C. CHADWICK & Co., [921, 1661, 1069, 1672]
uniform-series-list: BETHLEHEM. THE PRECIOUS BLOOD; or the Price of our Salvation. SPIRITUAL CONFERENCES. THE FOOT OF THE CROSS; or the Sorrows of Mary. THE CREATOR & THE CREATURE; or, The Wonders of Divine Love. GROWTH IN HOLINESS; or, The Progress of the Spiritual Life. THE BLESSED SACRAMENT; or, The Works and Ways of God. ALL FOR JESUS; or, The Easy Ways of Divine Love. [20, 1212, 351, 1299]
lands-body: LOT No. 26, 11 Concession, Township of Stonington, 200 acres; Lot No. 2, 15 Concession, do, 175 acres. Apply to G. H. PARKER, Esq., Druggist, Kingston; or to the undersigned, [1456, 417, 1786, 454]
uniform-series-signature: MURPHY & CO., Publishers, Baltimore. [156, 1319, 351, 1330]
list-item: GOLDSMITH'S POETICAL WORKS and VICAR OF WAKEFIELD, 16mo., with 42 illustrations, cloth 0 50 [379, 1101, 710, 1125]
last-great-work-heading: LAST GREAT WORK. [77, 799, 294, 823]
wanted-heading: WANTED, [145, 693, 226, 711]
special-notice-body: THE Subscriber, in returning thanks to his friends and the public for the very liberal support extended to him during the past twelve years, would announce to them that he has just completed a most extensive and varied Stock of PLAIN and FANCY FURNITURE,—the largest ever on view in this city. It comprises every article in the Furniture line. He would call special attention to his stock of first-class Furniture, such as Rosewood, Mahogany, Black Walnut, Oak, Chestnut, and enamelled Chamber Sets, varying in price from $20 to $225. Also to his Mahogany, Walnut and Oak Parlour, Dining, Library and Hall Furniture, of various styles and prices, together with 2000 Cane and 3000 Wood Seat Chairs, of thirty-five different patterns, and varying from 40c. to $18 each. The whole have been manufactured for cash during the winter, and in such large quantities as to insure a saving of 10 per cent to purchasers. Goods packed for shipping and delivered on board the Boats or Cars, or at the residence of buyers residing within the city limits, free of charge. Also, on hand a large assortment of the following Goods:—Solid Mahogany and Veneers, Varnish, Turpentine, Glue, Sand Paper, Mahogany and other Nobs, Curled Hair, Hair Cloth, Moss, Excelsior and all other Goods in the Upholstery line, all of which will be sold low for Cash or exchanged. All Goods warranted to be as represented, or will be taken back and the money returned within one month. All sales under $100 strictly cash; from $100 to $1000, three or six months, with satisfactory endorsed notes if required. A discount of 12½ per cent to trade, but no deduction from the marked price of retail goods, the motto of the house being large sales and small profits. The above list is but an outline of the Stock on hand, and the proprietor respectfully solicits a visit which he is satisfied will convince the public that this is the largest, best assorted and cheapest Stock of Goods in this city. [738, 1052, 1069, 1452]
